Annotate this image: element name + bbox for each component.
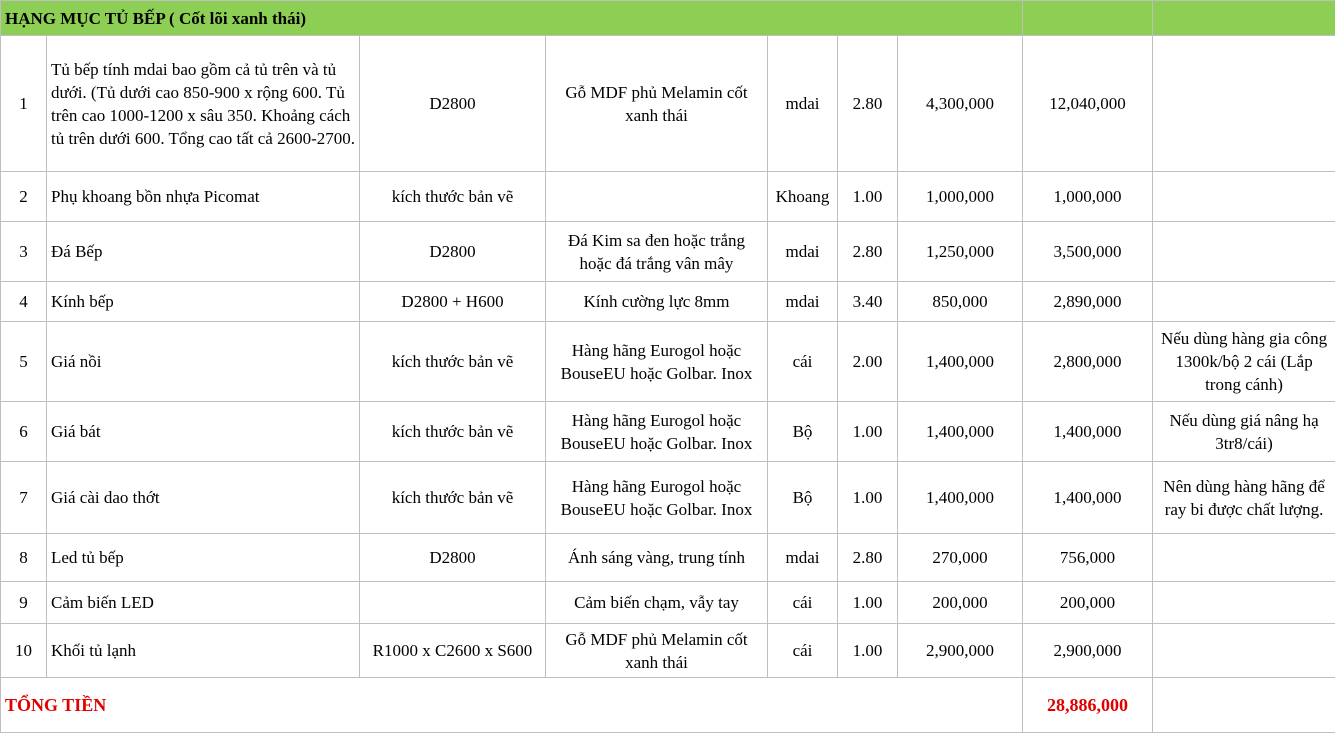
item-total: 200,000 <box>1023 582 1153 624</box>
item-note <box>1153 534 1335 582</box>
item-total: 1,000,000 <box>1023 172 1153 222</box>
total-label: TỔNG TIỀN <box>1 678 1023 733</box>
item-note <box>1153 582 1335 624</box>
item-quantity: 2.80 <box>838 36 898 172</box>
item-size: R1000 x C2600 x S600 <box>360 624 546 678</box>
item-unit: Bộ <box>768 402 838 462</box>
row-number: 6 <box>1 402 47 462</box>
item-quantity: 1.00 <box>838 624 898 678</box>
item-total: 2,900,000 <box>1023 624 1153 678</box>
section-title: HẠNG MỤC TỦ BẾP ( Cốt lõi xanh thái) <box>1 1 1023 36</box>
item-name: Giá nồi <box>47 322 360 402</box>
item-unit: mdai <box>768 282 838 322</box>
item-note <box>1153 36 1335 172</box>
item-material: Đá Kim sa đen hoặc trắng hoặc đá trắng vân mây <box>546 222 768 282</box>
item-size: D2800 <box>360 36 546 172</box>
item-name: Phụ khoang bồn nhựa Picomat <box>47 172 360 222</box>
table-row <box>1 582 1335 624</box>
item-quantity: 2.00 <box>838 322 898 402</box>
item-material: Gỗ MDF phủ Melamin cốt xanh thái <box>546 36 768 172</box>
item-unit: Khoang <box>768 172 838 222</box>
item-name: Khối tủ lạnh <box>47 624 360 678</box>
item-quantity: 1.00 <box>838 402 898 462</box>
item-name: Cảm biến LED <box>47 582 360 624</box>
item-name: Giá cài dao thớt <box>47 462 360 534</box>
item-material: Kính cường lực 8mm <box>546 282 768 322</box>
table-row <box>1 322 1335 402</box>
table-row <box>1 462 1335 534</box>
item-unit: cái <box>768 322 838 402</box>
header-total-cell <box>1023 1 1153 36</box>
item-material: Cảm biến chạm, vẫy tay <box>546 582 768 624</box>
item-total: 2,800,000 <box>1023 322 1153 402</box>
total-row <box>1 678 1335 733</box>
grand-total-value: 28,886,000 <box>1023 678 1153 733</box>
table-row <box>1 402 1335 462</box>
item-name: Led tủ bếp <box>47 534 360 582</box>
row-number: 1 <box>1 36 47 172</box>
item-name: Đá Bếp <box>47 222 360 282</box>
item-unit: Bộ <box>768 462 838 534</box>
item-size: D2800 + H600 <box>360 282 546 322</box>
table-row <box>1 624 1335 678</box>
item-note: Nếu dùng giá nâng hạ 3tr8/cái) <box>1153 402 1335 462</box>
item-size: kích thước bản vẽ <box>360 462 546 534</box>
item-total: 1,400,000 <box>1023 462 1153 534</box>
item-unit-price: 1,000,000 <box>898 172 1023 222</box>
item-material: Hàng hãng Eurogol hoặc BouseEU hoặc Golbar. Inox <box>546 462 768 534</box>
item-quantity: 3.40 <box>838 282 898 322</box>
item-note: Nên dùng hàng hãng để ray bi được chất lượng. <box>1153 462 1335 534</box>
item-material: Hàng hãng Eurogol hoặc BouseEU hoặc Golbar. Inox <box>546 322 768 402</box>
row-number: 3 <box>1 222 47 282</box>
item-note <box>1153 282 1335 322</box>
table-row <box>1 534 1335 582</box>
row-number: 2 <box>1 172 47 222</box>
item-total: 3,500,000 <box>1023 222 1153 282</box>
item-unit-price: 1,400,000 <box>898 322 1023 402</box>
item-unit: cái <box>768 624 838 678</box>
item-unit: mdai <box>768 222 838 282</box>
item-material: Ánh sáng vàng, trung tính <box>546 534 768 582</box>
item-unit-price: 270,000 <box>898 534 1023 582</box>
item-size <box>360 582 546 624</box>
item-total: 2,890,000 <box>1023 282 1153 322</box>
item-size: kích thước bản vẽ <box>360 402 546 462</box>
item-size: D2800 <box>360 222 546 282</box>
item-material: Gỗ MDF phủ Melamin cốt xanh thái <box>546 624 768 678</box>
item-quantity: 2.80 <box>838 222 898 282</box>
row-number: 4 <box>1 282 47 322</box>
row-number: 5 <box>1 322 47 402</box>
header-note-cell <box>1153 1 1335 36</box>
item-note: Nếu dùng hàng gia công 1300k/bộ 2 cái (Lắp trong cánh) <box>1153 322 1335 402</box>
item-unit-price: 1,400,000 <box>898 462 1023 534</box>
item-unit-price: 2,900,000 <box>898 624 1023 678</box>
item-unit: cái <box>768 582 838 624</box>
item-unit-price: 4,300,000 <box>898 36 1023 172</box>
table-row <box>1 36 1335 172</box>
item-total: 1,400,000 <box>1023 402 1153 462</box>
item-unit-price: 1,250,000 <box>898 222 1023 282</box>
row-number: 10 <box>1 624 47 678</box>
item-size: kích thước bản vẽ <box>360 322 546 402</box>
item-note <box>1153 624 1335 678</box>
item-unit: mdai <box>768 534 838 582</box>
item-total: 12,040,000 <box>1023 36 1153 172</box>
table-row <box>1 172 1335 222</box>
item-material <box>546 172 768 222</box>
item-quantity: 1.00 <box>838 582 898 624</box>
item-name: Giá bát <box>47 402 360 462</box>
item-unit-price: 850,000 <box>898 282 1023 322</box>
row-number: 9 <box>1 582 47 624</box>
item-note <box>1153 222 1335 282</box>
total-note-cell <box>1153 678 1335 733</box>
section-header-row <box>1 1 1335 36</box>
row-number: 8 <box>1 534 47 582</box>
item-name: Tủ bếp tính mdai bao gồm cả tủ trên và tủ dưới. (Tủ dưới cao 850-900 x rộng 600. Tủ trên cao 1000-1200 x sâu 350. Khoảng cách tủ trên dưới 600. Tổng cao tất cả 2600-2700. <box>47 36 360 172</box>
item-size: D2800 <box>360 534 546 582</box>
item-size: kích thước bản vẽ <box>360 172 546 222</box>
item-unit-price: 200,000 <box>898 582 1023 624</box>
item-unit-price: 1,400,000 <box>898 402 1023 462</box>
row-number: 7 <box>1 462 47 534</box>
item-quantity: 2.80 <box>838 534 898 582</box>
item-unit: mdai <box>768 36 838 172</box>
item-quantity: 1.00 <box>838 172 898 222</box>
table-row <box>1 222 1335 282</box>
item-note <box>1153 172 1335 222</box>
item-name: Kính bếp <box>47 282 360 322</box>
table-row <box>1 282 1335 322</box>
item-material: Hàng hãng Eurogol hoặc BouseEU hoặc Golbar. Inox <box>546 402 768 462</box>
item-total: 756,000 <box>1023 534 1153 582</box>
item-quantity: 1.00 <box>838 462 898 534</box>
